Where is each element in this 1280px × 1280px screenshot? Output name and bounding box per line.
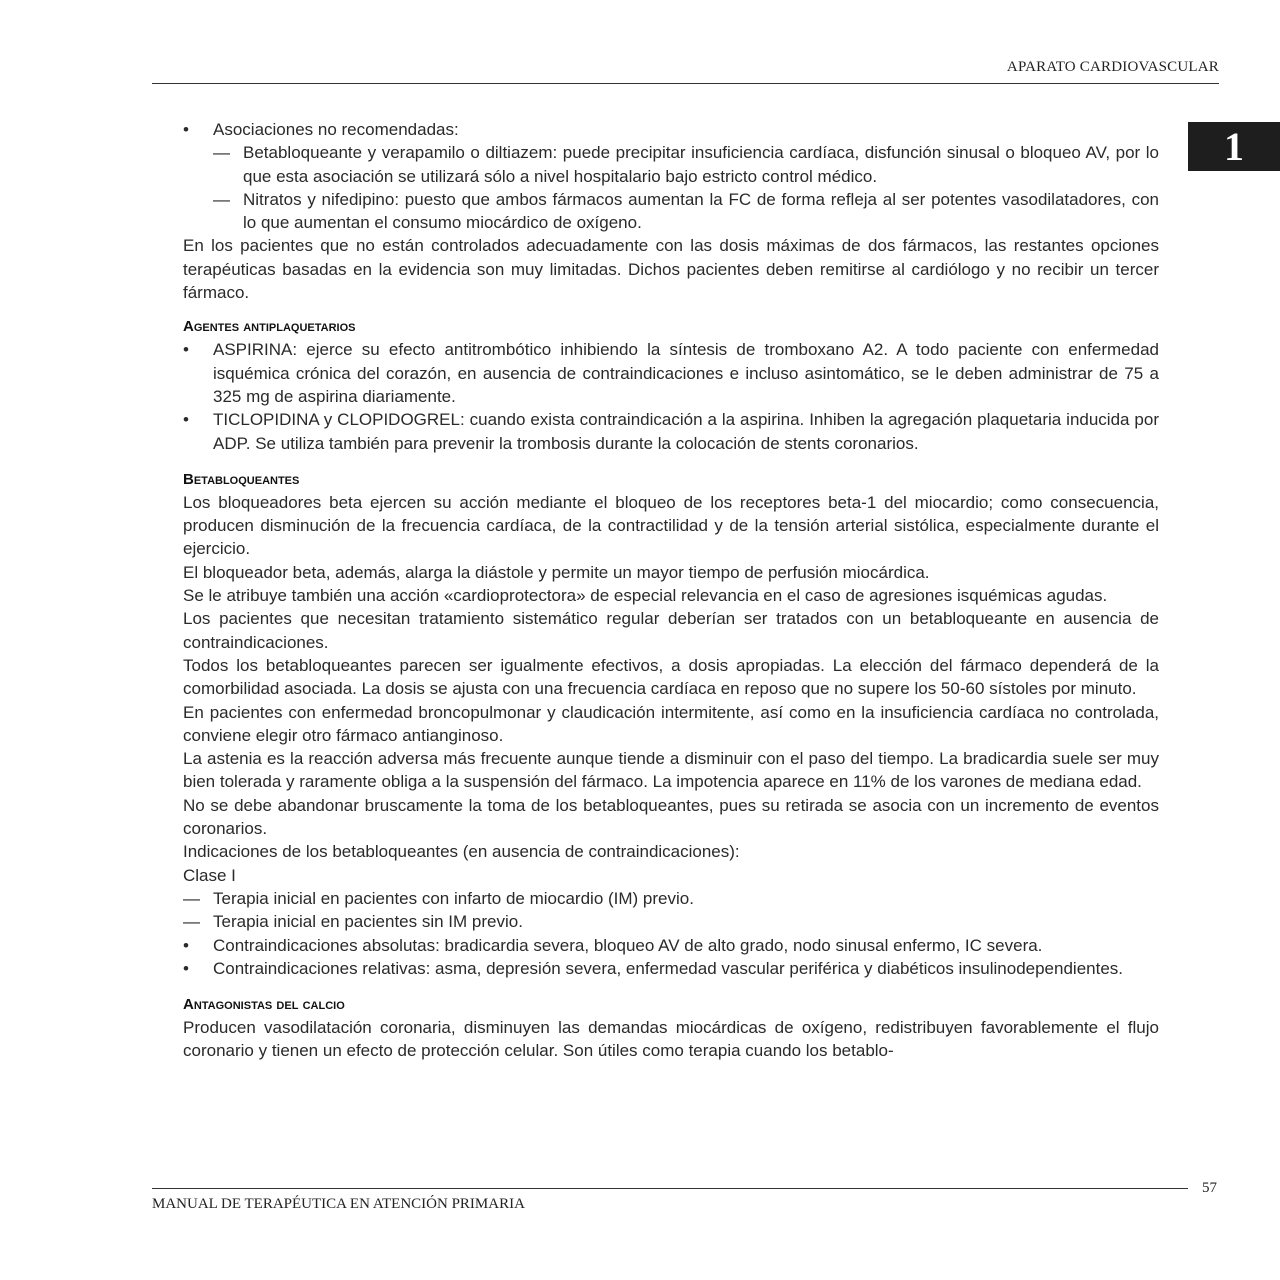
list-item-text: TICLOPIDINA y CLOPIDOGREL: cuando exista contraindicación a la aspirina. Inhiben la agregación plaquetaria inducida por ADP. Se utiliza también para prevenir la trombosis durante la colocación de stents coronarios. xyxy=(213,410,1159,453)
header-rule xyxy=(152,83,1219,84)
running-header: APARATO CARDIOVASCULAR xyxy=(1006,59,1219,75)
paragraph: Los bloqueadores beta ejercen su acción mediante el bloqueo de los receptores beta-1 del miocardio; como consecuencia, producen disminución de la frecuencia cardíaca, de la contractilidad y de la tensión arterial sistólica, especialmente durante el ejercicio. xyxy=(183,492,1159,559)
list-item xyxy=(183,957,1159,980)
paragraph: Se le atribuye también una acción «cardioprotectora» de especial relevancia en el caso de agresiones isquémicas agudas. xyxy=(183,586,1108,606)
list-item-text: ASPIRINA: ejerce su efecto antitrombótico inhibiendo la síntesis de tromboxano A2. A todo paciente con enfermedad isquémica crónica del corazón, en ausencia de contraindicaciones e incluso asintomático, se le deben administrar de 75 a 325 mg de aspirina diariamente. xyxy=(213,340,1159,406)
footer-rule xyxy=(152,1188,1188,1189)
dash-marker: — xyxy=(183,888,200,908)
dash-marker: — xyxy=(213,189,230,209)
paragraph: En pacientes con enfermedad broncopulmonar y claudicación intermitente, así como en la insuficiencia cardíaca no controlada, conviene elegir otro fármaco antianginoso. xyxy=(183,702,1159,745)
paragraph: El bloqueador beta, además, alarga la diástole y permite un mayor tiempo de perfusión miocárdica. xyxy=(183,562,930,582)
list-item xyxy=(183,188,1159,235)
paragraph: Clase I xyxy=(183,865,236,885)
page-body xyxy=(183,118,1159,1063)
paragraph: Producen vasodilatación coronaria, disminuyen las demandas miocárdicas de oxígeno, redistribuyen favorablemente el flujo coronario y tienen un efecto de protección celular. Son útiles como terapia cuando los betablo- xyxy=(183,1018,1159,1061)
paragraph: En los pacientes que no están controlados adecuadamente con las dosis máximas de dos fármacos, las restantes opciones terapéuticas basadas en la evidencia son muy limitadas. Dichos pacientes deben remitirse al cardiólogo y no recibir un tercer fármaco. xyxy=(183,236,1159,303)
footer-title: MANUAL DE TERAPÉUTICA EN ATENCIÓN PRIMARIA xyxy=(152,1196,525,1212)
list-item xyxy=(183,887,1159,910)
paragraph: Todos los betabloqueantes parecen ser igualmente efectivos, a dosis apropiadas. La elección del fármaco dependerá de la comorbilidad asociada. La dosis se ajusta con una frecuencia cardíaca en reposo que no supere los 50-60 sístoles por minuto. xyxy=(183,655,1159,699)
paragraph: Indicaciones de los betabloqueantes (en ausencia de contraindicaciones): xyxy=(183,842,740,862)
list-item-text: Asociaciones no recomendadas: xyxy=(213,120,459,139)
list-item-text: Betabloqueante y verapamilo o diltiazem: puede precipitar insuficiencia cardíaca, disfunción sinusal o bloqueo AV, por lo que esta asociación se utilizará sólo a nivel hospitalario bajo estricto control médico. xyxy=(243,143,1159,186)
paragraph: No se debe abandonar bruscamente la toma de los betabloqueantes, pues su retirada se asocia con un incremento de eventos coronarios. xyxy=(183,795,1159,839)
list-item xyxy=(183,118,1159,141)
list-item-text: Contraindicaciones relativas: asma, depresión severa, enfermedad vascular periférica y diabéticos insulinodependientes. xyxy=(213,958,1124,978)
list-item xyxy=(183,141,1159,188)
dash-marker: — xyxy=(183,912,200,932)
list-item xyxy=(183,338,1159,408)
section-heading: Agentes antiplaquetarios xyxy=(183,318,356,336)
section-heading: Antagonistas del calcio xyxy=(183,996,345,1014)
list-item xyxy=(183,910,1159,933)
bullet-marker: • xyxy=(183,340,189,360)
list-item xyxy=(183,408,1159,455)
paragraph: La astenia es la reacción adversa más frecuente aunque tiende a disminuir con el paso del tiempo. La bradicardia suele ser muy bien tolerada y raramente obliga a la suspensión del fármaco. La impotencia aparece en 11% de los varones de mediana edad. xyxy=(183,749,1159,792)
page-number: 57 xyxy=(1202,1180,1217,1196)
bullet-marker: • xyxy=(183,935,189,955)
list-item-text: Terapia inicial en pacientes con infarto de miocardio (IM) previo. xyxy=(213,888,694,908)
paragraph: Los pacientes que necesitan tratamiento sistemático regular deberían ser tratados con un betabloqueante en ausencia de contraindicaciones. xyxy=(183,609,1159,652)
list-item xyxy=(183,934,1159,957)
section-heading: Betabloqueantes xyxy=(183,470,300,488)
list-item-text: Contraindicaciones absolutas: bradicardia severa, bloqueo AV de alto grado, nodo sinusal enfermo, IC severa. xyxy=(213,935,1043,955)
list-item-text: Nitratos y nifedipino: puesto que ambos fármacos aumentan la FC de forma refleja al ser potentes vasodilatadores, con lo que aumentan el consumo miocárdico de oxígeno. xyxy=(243,189,1159,233)
bullet-marker: • xyxy=(183,120,189,139)
bullet-marker: • xyxy=(183,958,189,978)
chapter-tab: 1 xyxy=(1188,122,1280,171)
bullet-marker: • xyxy=(183,410,189,430)
list-item-text: Terapia inicial en pacientes sin IM previo. xyxy=(213,912,523,932)
dash-marker: — xyxy=(213,143,230,163)
